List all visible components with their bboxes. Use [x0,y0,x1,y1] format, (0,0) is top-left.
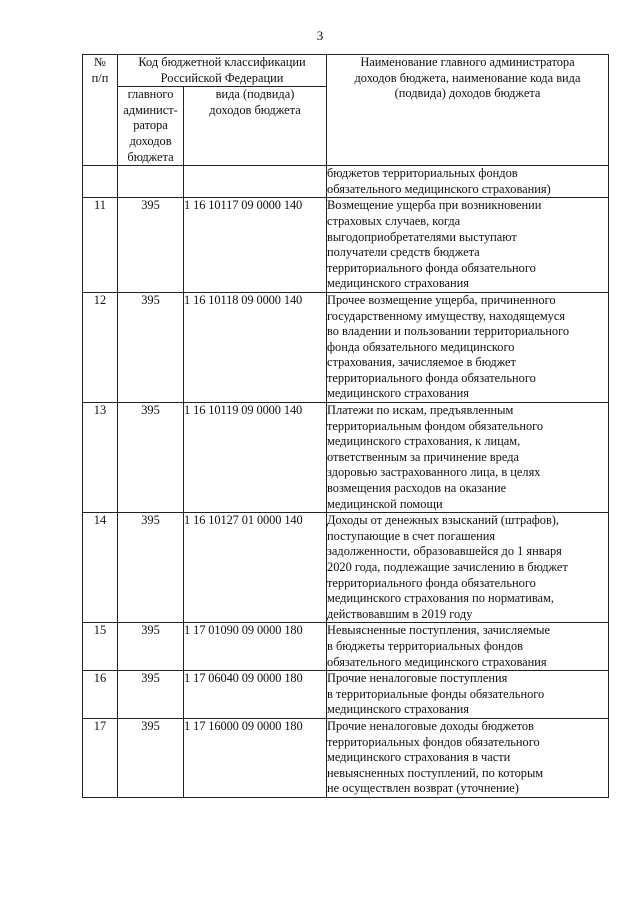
cell-name [327,623,609,671]
budget-classification-table [82,54,609,798]
cell-admin: 395 [118,718,184,797]
header-code-group-line: Код бюджетной классификации [138,55,306,69]
cell-name-line: Платежи по искам, предъявленным [327,403,514,418]
cell-name-line: медицинского страхования, к лицам, [327,434,521,449]
table-row [83,718,609,797]
cell-number [83,166,118,198]
cell-name-line: поступающие в счет погашения [327,528,496,543]
header-code-group-line: Российской Федерации [160,70,284,85]
cell-name-line: территориального фонда обязательного [327,575,536,590]
cell-name-line: в территориальные фонды обязательного [327,686,545,701]
cell-name-line: Возмещение ущерба при возникновении [327,198,542,213]
cell-name-line: территориального фонда обязательного [327,370,536,385]
cell-name-line: Прочее возмещение ущерба, причиненного [327,292,556,307]
header-admin-line: доходов [129,133,172,148]
cell-name-line: выгодоприобретателями выступают [327,229,517,244]
header-admin-line: ратора [133,118,168,133]
cell-name-line: медицинского страхования [327,276,469,291]
table-row [83,623,609,671]
table-row [83,403,609,513]
header-admin-line: админист- [123,102,178,117]
cell-name [327,671,609,719]
header-code-group [118,55,327,87]
cell-name-line: Доходы от денежных взысканий (штрафов), [327,513,560,528]
cell-name-line: медицинского страхования [327,386,469,401]
cell-name [327,198,609,293]
cell-number: 15 [83,623,118,671]
cell-name-line: территориального фонда обязательного [327,260,536,275]
cell-code: 1 17 01090 09 0000 180 [184,623,327,671]
header-number [83,55,118,166]
table-row [83,292,609,402]
header-admin [118,87,184,166]
cell-name-line: здоровью застрахованного лица, в целях [327,465,541,480]
cell-name-line: медицинского страхования по нормативам, [327,591,554,606]
cell-number: 16 [83,671,118,719]
cell-name-line: задолженности, образовавшейся до 1 января [327,544,562,559]
cell-name-line: действовавшим в 2019 году [327,606,473,621]
table-row [83,513,609,623]
cell-code: 1 16 10127 01 0000 140 [184,513,327,623]
cell-name-line: страховых случаев, когда [327,213,461,228]
cell-name-line: невыясненных поступлений, по которым [327,765,544,780]
cell-code [184,166,327,198]
header-admin-line: бюджета [127,149,174,164]
cell-name-line: территориальным фондом обязательного [327,418,544,433]
cell-number: 13 [83,403,118,513]
cell-admin: 395 [118,403,184,513]
cell-name-line: Прочие неналоговые доходы бюджетов [327,718,534,733]
cell-name-line: фонда обязательного медицинского [327,339,515,354]
header-number-line: п/п [91,70,109,85]
cell-name-line: страхования, зачисляемое в бюджет [327,355,516,370]
cell-number: 12 [83,292,118,402]
cell-name-line: государственному имуществу, находящемуся [327,308,566,323]
cell-admin: 395 [118,292,184,402]
cell-name-line: медицинского страхования в части [327,750,511,765]
table-body [83,166,609,798]
cell-name [327,513,609,623]
cell-name-line: бюджетов территориальных фондов [327,166,518,181]
cell-name [327,403,609,513]
header-kind-line: вида (подвида) [215,87,295,102]
cell-admin: 395 [118,513,184,623]
cell-name [327,166,609,198]
cell-admin: 395 [118,671,184,719]
cell-name-line: в бюджеты территориальных фондов [327,638,524,653]
cell-admin [118,166,184,198]
header-name-line: Наименование главного администратора [360,55,575,69]
cell-number: 11 [83,198,118,293]
cell-name-line: получатели средств бюджета [327,245,480,260]
cell-name-line: 2020 года, подлежащие зачислению в бюджет [327,560,568,574]
header-kind-line: доходов бюджета [209,102,301,117]
cell-number: 14 [83,513,118,623]
cell-name-line: не осуществлен возврат (уточнение) [327,781,519,796]
page-number: 3 [316,28,324,43]
cell-name-line: территориальных фондов обязательного [327,734,540,749]
cell-name-line: медицинского страхования [327,702,469,717]
header-number-line: № [94,55,106,69]
cell-admin: 395 [118,623,184,671]
cell-name-line: во владении и пользовании территориального [327,324,570,339]
header-admin-line: главного [127,87,174,102]
cell-number: 17 [83,718,118,797]
table-row [83,671,609,719]
table-row [83,198,609,293]
header-name-line: доходов бюджета, наименование кода вида [354,70,581,85]
cell-name [327,292,609,402]
cell-code: 1 17 16000 09 0000 180 [184,718,327,797]
cell-name-line: обязательного медицинского страхования [327,654,547,669]
cell-name [327,718,609,797]
header-name-line: (подвида) доходов бюджета [394,86,541,101]
cell-name-line: Прочие неналоговые поступления [327,671,508,686]
cell-name-line: обязательного медицинского страхования) [327,181,551,196]
cell-code: 1 17 06040 09 0000 180 [184,671,327,719]
cell-name-line: возмещения расходов на оказание [327,481,507,496]
cell-code: 1 16 10118 09 0000 140 [184,292,327,402]
cell-name-line: медицинской помощи [327,496,443,511]
header-name [327,55,609,166]
table-row-continuation [83,166,609,198]
cell-name-line: Невыясненные поступления, зачисляемые [327,623,550,638]
header-kind [184,87,327,166]
cell-admin: 395 [118,198,184,293]
cell-code: 1 16 10119 09 0000 140 [184,403,327,513]
cell-name-line: ответственным за причинение вреда [327,449,519,464]
cell-code: 1 16 10117 09 0000 140 [184,198,327,293]
